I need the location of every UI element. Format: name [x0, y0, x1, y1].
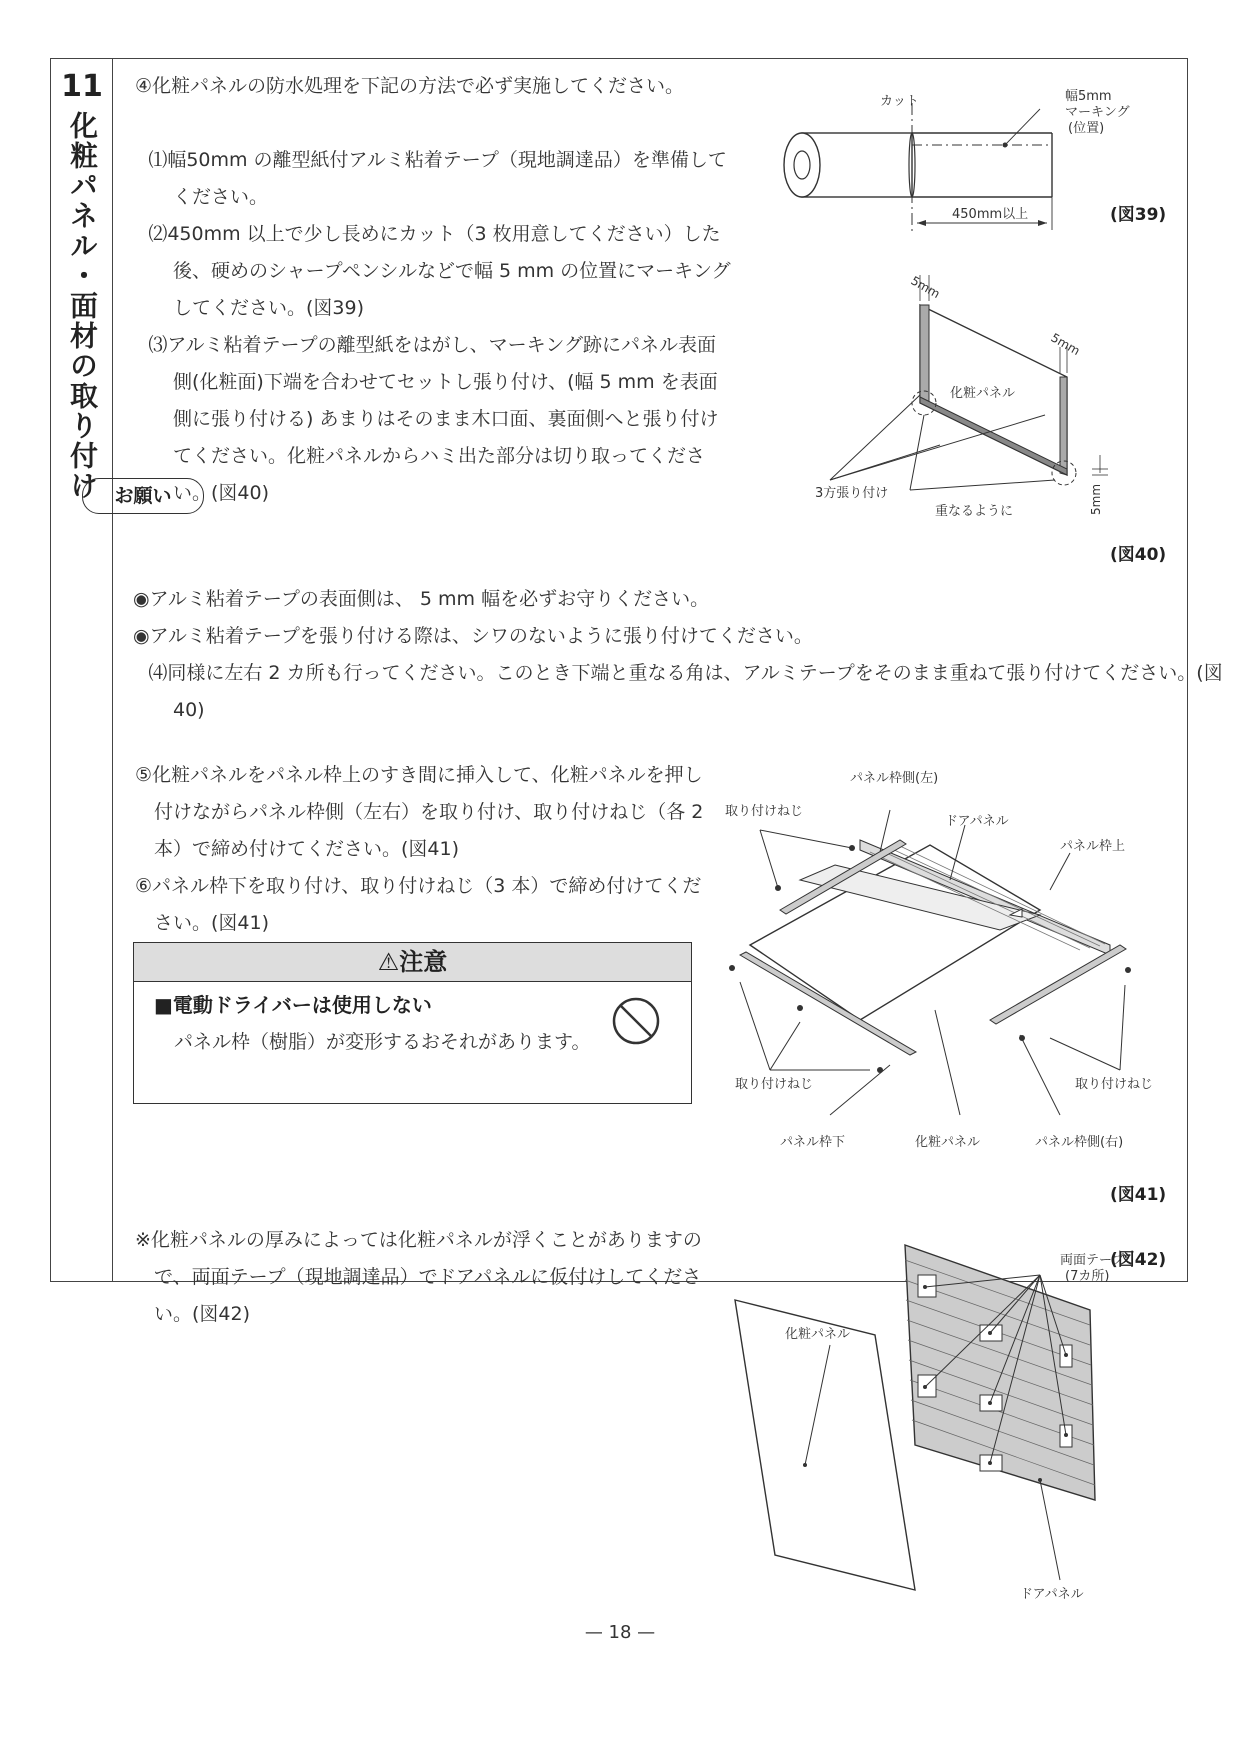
- fig42-caption: (図42): [1110, 1250, 1167, 1270]
- fig42-panel-label: 化粧パネル: [785, 1327, 851, 1342]
- fig41-frame-top-label: パネル枠上: [1060, 839, 1126, 854]
- prohibited-icon: [610, 995, 662, 1047]
- step4-item-4: ⑷同様に左右 2 カ所も行ってください。このとき下端と重なる角は、アルミテープをそのまま重ねて張り付けてください。(図40): [148, 662, 1223, 721]
- fig39-cut-label: カット: [880, 94, 919, 109]
- fig41-frame-bottom-label: パネル枠下: [780, 1135, 846, 1150]
- request-bullet-1: ◉アルミ粘着テープの表面側は、 5 mm 幅を必ずお守りください。: [133, 588, 710, 610]
- fig40-dim-bottom-label: 5mm: [1089, 483, 1103, 515]
- fig41-panel-label: 化粧パネル: [915, 1135, 981, 1150]
- caution-box: [133, 942, 692, 1104]
- step6-text: ⑥パネル枠下を取り付け、取り付けねじ（3 本）で締め付けてください。(図41): [135, 875, 702, 934]
- fig41-frame-left-label: パネル枠側(左): [850, 771, 939, 786]
- fig40-dim-top-label: 5mm: [908, 273, 943, 302]
- section-title: 化粧パネル・面材の取り付け: [66, 111, 99, 501]
- page-number: — 18 —: [584, 1622, 656, 1643]
- fig40-three-sides-label: 3方張り付け: [815, 486, 889, 501]
- section-number: 11: [61, 69, 103, 104]
- fig41-screw-top-label: 取り付けねじ: [725, 804, 804, 819]
- step4-item-2: ⑵450mm 以上で少し長めにカット（3 枚用意してください）した後、硬めのシャープペンシルなどで幅 5 mm の位置にマーキングしてください。(図39): [148, 223, 731, 319]
- caution-body: パネル枠（樹脂）が変形するおそれがあります。: [174, 1031, 591, 1053]
- fig41-screw-left-label: 取り付けねじ: [735, 1077, 814, 1092]
- fig41-screw-right-label: 取り付けねじ: [1075, 1077, 1154, 1092]
- request-bullet-2: ◉アルミ粘着テープを張り付ける際は、シワのないように張り付けてください。: [133, 625, 813, 647]
- step5-text: ⑤化粧パネルをパネル枠上のすき間に挿入して、化粧パネルを押し付けながらパネル枠側（左右）を取り付け、取り付けねじ（各 2 本）で締め付けてください。(図41): [135, 764, 704, 860]
- figure-42-diagram: [730, 1235, 1160, 1620]
- step4-item-1: ⑴幅50mm の離型紙付アルミ粘着テープ（現地調達品）を準備してください。: [148, 149, 727, 208]
- note-text: ※化粧パネルの厚みによっては化粧パネルが浮くことがありますので、両面テープ（現地調達品）でドアパネルに仮付けしてください。(図42): [135, 1229, 702, 1325]
- fig42-tape-label: 両面テープ: [1060, 1253, 1125, 1268]
- fig39-length-label: 450mm以上: [952, 207, 1029, 222]
- fig40-caption: (図40): [1110, 545, 1167, 565]
- caution-title: ■電動ドライバーは使用しない: [154, 993, 432, 1017]
- fig42-door-panel-label: ドアパネル: [1020, 1587, 1084, 1602]
- fig39-position-label: (位置): [1068, 121, 1105, 136]
- fig39-width-label: 幅5mm: [1065, 89, 1112, 104]
- fig41-frame-right-label: パネル枠側(右): [1035, 1135, 1124, 1150]
- step4-intro: ④化粧パネルの防水処理を下記の方法で必ず実施してください。: [135, 75, 685, 97]
- figure-41-diagram: [720, 770, 1160, 1170]
- fig39-marking-label: マーキング: [1065, 105, 1130, 120]
- fig40-overlap-label: 重なるように: [935, 504, 1014, 519]
- figure-40-diagram: [810, 265, 1110, 530]
- request-badge: お願い: [82, 478, 204, 514]
- fig42-tape-count-label: (7カ所): [1065, 1269, 1110, 1284]
- fig40-dim-right-label: 5mm: [1048, 330, 1083, 359]
- fig39-caption: (図39): [1110, 205, 1167, 225]
- caution-heading: ⚠注意: [134, 943, 691, 982]
- fig40-panel-label: 化粧パネル: [950, 386, 1016, 401]
- step4-item-3: ⑶アルミ粘着テープの離型紙をはがし、マーキング跡にパネル表面側(化粧面)下端を合わせてセットし張り付け、(幅 5 mm を表面側に張り付ける) あまりはそのまま木口面、裏面側へと張り付けてください。化粧パネルからハミ出た部分は切り取ってください。(図40): [148, 334, 719, 504]
- section-sidebar: [51, 59, 113, 1281]
- fig41-door-panel-label: ドアパネル: [945, 814, 1009, 829]
- fig41-caption: (図41): [1110, 1185, 1167, 1205]
